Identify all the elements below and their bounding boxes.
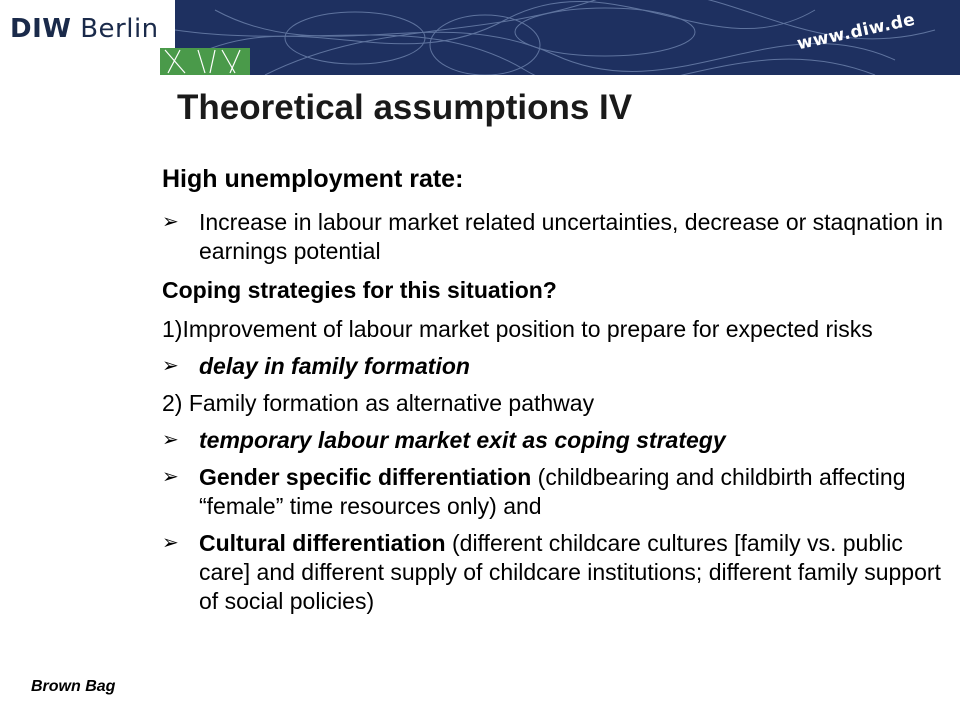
- coping-question: Coping strategies for this situation?: [162, 277, 557, 303]
- bullet-text: (childbearing and childbirth affecting “female” time resources only) and: [199, 464, 906, 519]
- logo-bold: DIW: [10, 14, 72, 44]
- section-heading: High unemployment rate:: [162, 165, 464, 193]
- bullet-temporary-exit: [162, 426, 952, 455]
- footer-label: Brown Bag: [31, 678, 116, 695]
- header-banner: [175, 0, 960, 75]
- green-accent-block: [160, 48, 250, 75]
- arrow-bullet-icon: ➢: [162, 466, 179, 488]
- bullet-text: delay in family formation: [199, 353, 470, 379]
- website-url: www.diw.de: [794, 9, 917, 55]
- bullet-bold-text: Cultural differentiation: [199, 530, 446, 556]
- logo-rest: Berlin: [80, 14, 159, 44]
- bullet-delay: [162, 352, 952, 381]
- bullet-cultural: [162, 529, 952, 616]
- green-scribble: [160, 48, 250, 75]
- bullet-bold-text: Gender specific differentiation: [199, 464, 532, 490]
- arrow-bullet-icon: ➢: [162, 532, 179, 554]
- bullet-gender: [162, 463, 952, 521]
- bullet-text: temporary labour market exit as coping strategy: [199, 427, 726, 453]
- numbered-point-2: 2) Family formation as alternative pathway: [162, 390, 595, 416]
- arrow-bullet-icon: ➢: [162, 355, 179, 377]
- slide-title: Theoretical assumptions IV: [177, 88, 633, 127]
- numbered-point-1: 1)Improvement of labour market position to prepare for expected risks: [162, 316, 873, 342]
- arrow-bullet-icon: ➢: [162, 211, 179, 233]
- bullet-uncertainties: [162, 208, 952, 266]
- diw-logo: [10, 14, 159, 44]
- bullet-text: (different childcare cultures [family vs. public care] and different supply of childcare institutions; different family support of social policies): [199, 530, 941, 614]
- bullet-text: Increase in labour market related uncertainties, decrease or staqnation in earnings potential: [199, 209, 944, 264]
- slide-content: [162, 165, 952, 624]
- arrow-bullet-icon: ➢: [162, 429, 179, 451]
